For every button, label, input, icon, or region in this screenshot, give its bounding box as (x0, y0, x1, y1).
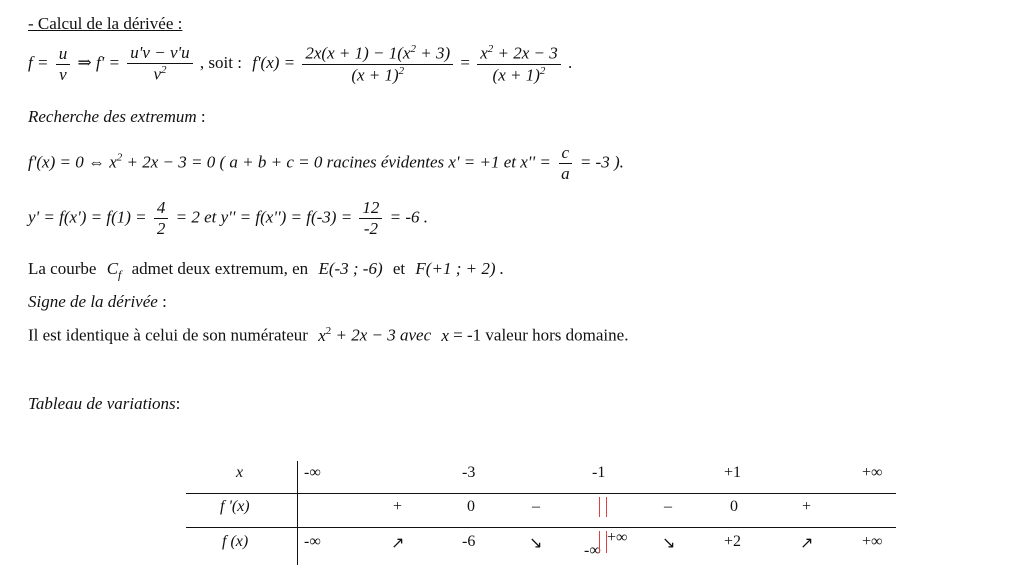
f-value: +2 (724, 533, 742, 550)
twelve-over-minus-two: $\frac{12}{-2}$ (359, 199, 382, 238)
u-over-v: $\frac{u}{v}$ (56, 45, 71, 84)
row-label-x: x (236, 464, 244, 481)
curve-extremum-line: La courbe $C_f$ admet deux extremum, en E(-3 ; -6) et F(+1 ; + 2) . (28, 259, 504, 282)
section-title: - Calcul de la dérivée : (28, 14, 183, 33)
row-label-f: f (x) (222, 533, 249, 550)
x-value: -3 (462, 464, 476, 481)
x-value: +1 (724, 464, 742, 481)
table-separator (297, 461, 298, 565)
x-value: -1 (592, 464, 606, 481)
four-over-two: $\frac{4}{2}$ (154, 199, 169, 238)
roots-line: f'(x) = 0 ⇔ $x^2 + 2x - 3 = 0$ ( a + b + c = 0 racines évidentes x' = +1 et x'' = $\frac{c}{a}$ = -3 ). (28, 143, 624, 183)
variation-table (186, 455, 896, 565)
sign-value: – (664, 498, 672, 515)
equals: = (460, 52, 470, 72)
implies-symbol: ⇒ (77, 52, 92, 72)
forbidden-value-bar (599, 497, 607, 517)
right-limit: +∞ (607, 529, 628, 546)
derivative-fraction-1: $\frac{2x(x + 1) - 1(x^2 + 3)}{(x + 1)^2}$ (302, 44, 453, 84)
x-value: +∞ (862, 464, 883, 481)
arrow-down-icon: ↘ (529, 533, 543, 552)
end-dot: . (568, 52, 573, 72)
sign-value: + (802, 498, 812, 515)
sign-value: – (532, 498, 540, 515)
point-E: E(-3 ; -6) (318, 259, 383, 278)
sign-value: 0 (730, 498, 738, 515)
arrow-down-icon: ↘ (662, 533, 676, 552)
f-value: -6 (462, 533, 476, 550)
quotient-rule: $\frac{u'v - v'u}{v^2}$ (127, 44, 192, 83)
sign-value: 0 (467, 498, 475, 515)
x-value: -∞ (304, 464, 321, 481)
left-limit: -∞ (584, 542, 601, 559)
derivative-fraction-2: $\frac{x^2 + 2x - 3}{(x + 1)^2}$ (477, 44, 561, 84)
f-eq: f = (28, 52, 49, 72)
fx-eq: f'(x) = (252, 52, 296, 72)
derivative-formula (28, 44, 572, 84)
soit-text: , soit : (199, 52, 242, 72)
sign-value: + (393, 498, 403, 515)
arrow-up-icon: ↗ (800, 533, 814, 552)
table-rule-2 (186, 527, 896, 528)
forbidden-value-bar (599, 531, 607, 553)
f-value: +∞ (862, 533, 883, 550)
sign-text: Il est identique à celui de son numérateur $x^2 + 2x - 3$ avec x = -1 valeur hors domaine. (28, 325, 629, 345)
row-label-fprime: f '(x) (220, 498, 250, 515)
curve-cf: $C_f$ (106, 259, 122, 282)
table-heading: Tableau de variations: (28, 394, 181, 413)
extremum-values-line: y' = f(x') = f(1) = $\frac{4}{2}$ = 2 et y'' = f(x'') = f(-3) = $\frac{12}{-2}$ = -6 . (28, 198, 429, 238)
f-value: -∞ (304, 533, 321, 550)
table-rule-1 (186, 493, 896, 494)
fprime-eq: f' = (95, 52, 121, 72)
c-over-a: $\frac{c}{a}$ (558, 144, 573, 183)
arrow-up-icon: ↗ (391, 533, 405, 552)
sign-heading: Signe de la dérivée : (28, 292, 167, 311)
point-F: F(+1 ; + 2) . (415, 259, 504, 278)
extremum-heading: Recherche des extremum : (28, 107, 206, 126)
